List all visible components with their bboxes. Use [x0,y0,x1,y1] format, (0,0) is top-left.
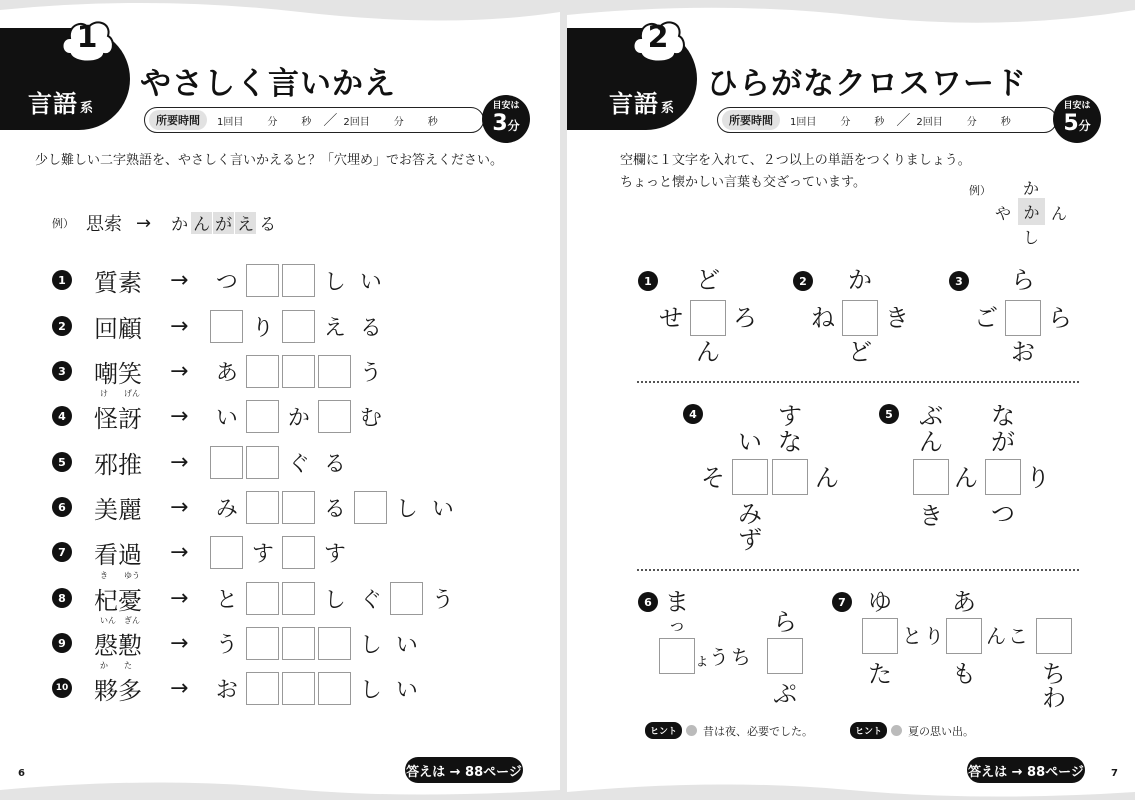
arrow-icon: → [170,267,189,293]
arrow-icon: → [170,630,189,656]
given-char: し [323,587,346,613]
answer-box[interactable] [282,491,315,524]
question-row [52,308,390,344]
example-label: 例） [52,217,74,230]
given-char: む [359,405,382,431]
puzzle-char: す [778,402,802,430]
answer-box[interactable] [246,355,279,388]
hint-7: ヒント 夏の思い出。 [850,722,974,739]
instruction-line-2: ちょっと懐かしい言葉も交ざっています。 [620,175,866,190]
puzzle-char: り [1026,464,1050,492]
arrow-icon: → [170,449,189,475]
given-char: ぐ [359,587,382,613]
second-attempt-label: 2回目 [343,116,370,128]
answer-box[interactable] [246,264,279,297]
puzzle-char: が [991,428,1015,456]
given-char: い [395,677,418,703]
answer-box[interactable] [282,582,315,615]
question-row [52,262,390,298]
puzzle-char: ゆ [868,588,892,616]
puzzle-char: ね [811,304,835,332]
given-char: し [359,632,382,658]
puzzle-char: ち [1042,660,1066,688]
badge-category: 言語 系 [28,90,95,118]
question-number: 3 [52,361,72,381]
question-row [52,615,426,661]
arrow-icon: → [170,313,189,339]
badge-number: 1 [76,20,98,55]
example-char: か [1022,179,1039,198]
example-char: ん [191,212,212,234]
given-char: い [215,405,238,431]
page-title: やさしく言いかえ [140,66,396,102]
answer-box[interactable] [282,627,315,660]
question-word: 慇懃 いん ぎん [94,615,142,660]
given-char: お [215,677,238,703]
right-page [567,0,1135,800]
left-page [0,0,560,800]
puzzle-char: ら [1048,304,1072,332]
question-row [52,660,426,706]
given-char: し [359,677,382,703]
answer-box[interactable] [767,638,803,674]
slash-divider: ／ [896,113,911,129]
answer-box[interactable] [282,264,315,297]
puzzle-char: あ [952,588,976,616]
question-word: 美麗 [94,495,142,524]
given-char: え [323,315,346,341]
given-char: つ [215,269,238,295]
answer-box[interactable] [246,491,279,524]
seconds-label: 秒 [427,116,438,128]
given-char: る [359,315,382,341]
arrow-icon: → [170,539,189,565]
answer-box[interactable] [946,618,982,654]
question-row [52,388,390,434]
puzzle-char: な [991,402,1015,430]
answer-box[interactable] [246,627,279,660]
question-word: 嘲笑 [94,359,142,388]
question-number: 5 [52,452,72,472]
example-char: る [259,215,277,236]
ruby-reading: た [124,660,132,670]
puzzle-char: ら [1011,266,1035,294]
minutes-label: 分 [966,116,977,128]
question-row [52,570,462,616]
puzzle-char: ぷ [773,680,797,708]
puzzle-char: ん [986,624,1006,648]
example-char: え [235,212,256,234]
answer-box[interactable] [732,459,768,495]
puzzle-char: お [1011,338,1035,366]
given-char: あ [215,360,238,386]
minutes-label: 分 [393,116,404,128]
given-char: る [323,496,346,522]
first-attempt-label: 1回目 [217,116,244,128]
puzzle-char: ど [696,266,720,294]
puzzle-char: た [868,660,892,688]
given-char: う [431,587,454,613]
question-row [52,534,354,570]
puzzle-char: り [924,624,944,648]
puzzle-number: 7 [832,592,852,612]
ruby-reading: き [100,570,108,580]
time-record-bar [144,107,484,133]
answer-box[interactable] [842,300,878,336]
puzzle-number: 5 [879,404,899,424]
given-char: る [323,451,346,477]
answer-box[interactable] [390,582,423,615]
ruby-reading: ぎん [124,615,140,625]
arrow-icon: → [170,494,189,520]
given-char: い [359,269,382,295]
puzzle-char: い [738,428,762,456]
question-word: 看過 [94,540,142,569]
seconds-label: 秒 [1000,116,1011,128]
ruby-reading: け [100,388,108,398]
puzzle-char: わ [1042,684,1066,712]
puzzle-char: ご [974,304,998,332]
puzzle-char: と [902,624,922,648]
goal-time-badge: 目安は 5分 [1053,95,1101,143]
minutes-label: 分 [267,116,278,128]
hint-6: ヒント 昔は夜、必要でした。 [645,722,813,739]
ruby-reading: いん [100,615,116,625]
lightbulb-icon [891,725,902,736]
puzzle-char: う [709,645,729,669]
answer-box[interactable] [318,400,351,433]
puzzle-char: ん [954,464,978,492]
question-word: 質素 [94,268,142,297]
answer-box[interactable] [282,310,315,343]
example-char: し [1022,228,1039,247]
puzzle-char: ら [773,608,797,636]
slash-divider: ／ [323,113,338,129]
instruction-line-1: 空欄に１文字を入れて、２つ以上の単語をつくりましょう。 [620,153,971,168]
puzzle-char: ず [738,526,762,554]
question-word: 怪訝 け げん [94,388,142,433]
answer-box[interactable] [772,459,808,495]
given-char: う [359,360,382,386]
answer-box[interactable] [318,672,351,705]
badge-number: 2 [647,20,669,55]
page-number: 6 [18,768,25,779]
example-row [52,205,279,241]
question-number: 4 [52,406,72,426]
puzzle-char: な [778,428,802,456]
example-char: ん [1050,204,1067,223]
question-row [52,353,390,389]
second-attempt-label: 2回目 [916,116,943,128]
answer-page-button[interactable]: 答えは → 88ページ [405,757,523,783]
question-word: 回顧 [94,314,142,343]
example-answer-cell: か [1018,198,1045,225]
ruby-reading: か [100,660,108,670]
question-row [52,444,354,480]
answer-box[interactable] [913,459,949,495]
answer-box[interactable] [1036,618,1072,654]
given-char: か [287,405,310,431]
answer-box[interactable] [246,400,279,433]
question-number: 8 [52,588,72,608]
badge-category: 言語 系 [609,90,676,118]
answer-box[interactable] [246,582,279,615]
question-number: 9 [52,633,72,653]
time-label: 所要時間 [149,110,207,130]
puzzle-char: こ [1008,624,1028,648]
puzzle-char: ま [665,588,689,616]
given-char: し [323,269,346,295]
puzzle-char: ん [815,464,839,492]
question-number: 2 [52,316,72,336]
answer-box[interactable] [282,355,315,388]
given-char: す [323,541,346,567]
arrow-icon: → [170,403,189,429]
puzzle-char: ょ [693,650,710,669]
example-char: か [171,215,189,236]
puzzle-char: ぶ [919,402,943,430]
given-char: り [251,315,274,341]
given-char: い [395,632,418,658]
given-char: と [215,587,238,613]
category-badge [0,20,130,130]
time-label: 所要時間 [722,110,780,130]
question-number: 6 [52,497,72,517]
answer-box[interactable] [659,638,695,674]
first-attempt-label: 1回目 [790,116,817,128]
question-word: 杞憂 き ゆう [94,570,142,615]
given-char: み [215,496,238,522]
puzzle-char: み [738,500,762,528]
question-number: 10 [52,678,72,698]
answer-box[interactable] [246,672,279,705]
section-divider [637,381,1079,383]
answer-box[interactable] [1005,300,1041,336]
given-char: し [395,496,418,522]
question-number: 7 [52,542,72,562]
answer-box[interactable] [210,310,243,343]
arrow-icon: → [170,675,189,701]
question-word: 夥多 か た [94,660,142,705]
example-label: 例） [969,184,991,197]
answer-box[interactable] [985,459,1021,495]
puzzle-char: ろ [733,304,757,332]
question-word: 邪推 [94,450,142,479]
puzzle-number: 1 [638,271,658,291]
puzzle-char: ん [919,428,943,456]
answer-box[interactable] [318,355,351,388]
seconds-label: 秒 [301,116,312,128]
puzzle-char: つ [991,500,1015,528]
ruby-reading: ゆう [124,570,140,580]
lightbulb-icon [686,725,697,736]
question-row [52,489,462,525]
example-char: が [213,212,234,234]
arrow-icon: → [170,358,189,384]
given-char: ぐ [287,451,310,477]
example-answer [169,212,279,235]
given-char: う [215,632,238,658]
instruction-text: 少し難しい二字熟語を、やさしく言いかえると？「穴埋め」でお答えください。 [35,153,504,168]
time-record-bar [717,107,1057,133]
page-number: 7 [1111,768,1118,779]
puzzle-char: そ [701,464,725,492]
answer-box[interactable] [354,491,387,524]
puzzle-char: ど [848,338,872,366]
answer-box[interactable] [690,300,726,336]
given-char: い [431,496,454,522]
answer-box[interactable] [210,446,243,479]
puzzle-char: き [919,502,943,530]
given-char: す [251,541,274,567]
puzzle-number: 4 [683,404,703,424]
answer-box[interactable] [282,672,315,705]
example-word: 思索 [86,214,122,235]
seconds-label: 秒 [874,116,885,128]
answer-box[interactable] [862,618,898,654]
puzzle-number: 6 [638,592,658,612]
puzzle-char: き [885,304,909,332]
puzzle-char: か [848,266,872,294]
puzzle-number: 3 [949,271,969,291]
category-badge [567,20,697,130]
example-char: や [994,204,1011,223]
arrow-icon: → [136,212,152,234]
puzzle-char: も [952,660,976,688]
arrow-icon: → [170,585,189,611]
answer-box[interactable] [318,627,351,660]
puzzle-char: っ [668,615,686,636]
answer-page-button[interactable]: 答えは → 88ページ [967,757,1085,783]
puzzle-char: ん [696,338,720,366]
minutes-label: 分 [840,116,851,128]
section-divider [637,569,1079,571]
puzzle-char: ち [731,645,751,669]
answer-box[interactable] [246,446,279,479]
goal-time-badge: 目安は 3分 [482,95,530,143]
answer-box[interactable] [282,536,315,569]
answer-box[interactable] [210,536,243,569]
puzzle-char: せ [659,304,683,332]
ruby-reading: げん [124,388,140,398]
question-number: 1 [52,270,72,290]
page-title: ひらがなクロスワード [707,66,1027,102]
puzzle-number: 2 [793,271,813,291]
